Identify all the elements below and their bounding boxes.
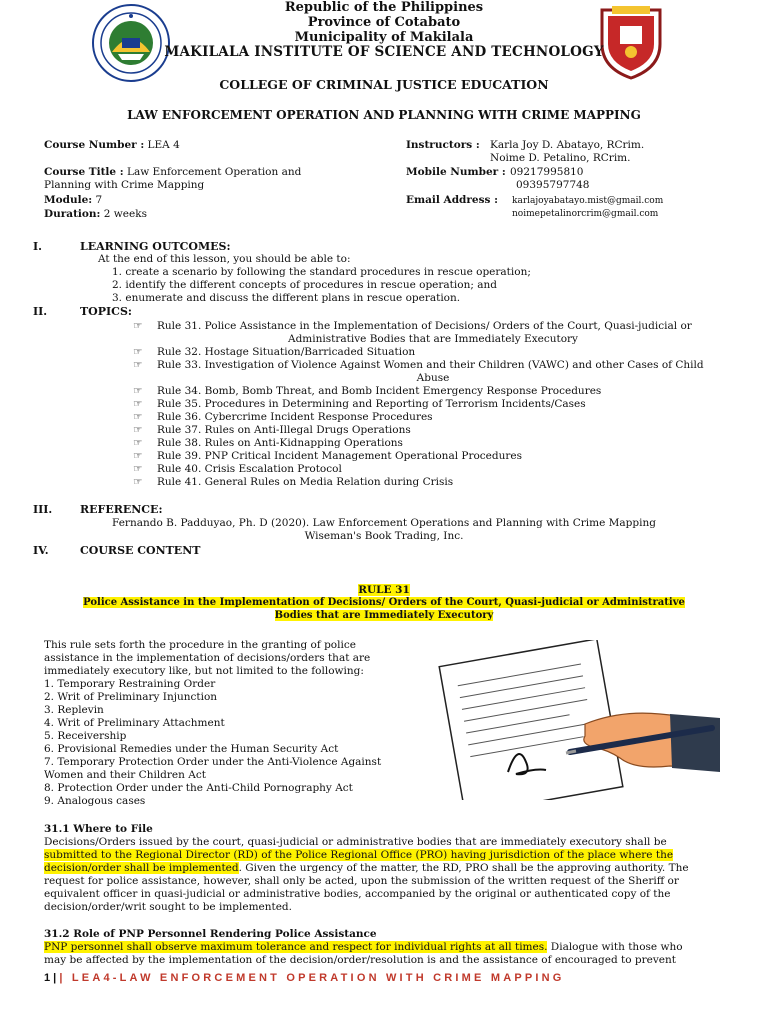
list-item: 1. Temporary Restraining Order [44,678,216,690]
footer-text: | LEA4-LAW ENFORCEMENT OPERATION WITH CRIME MAPPING [59,972,565,984]
pointing-hand-icon: ☞ [133,437,143,449]
mobile-label: Mobile Number : [406,166,506,178]
topic-item: ☞ Rule 36. Cybercrime Incident Response Procedures [133,411,433,423]
topic-item-cont: Administrative Bodies that are Immediately Executory [288,333,578,345]
email-1[interactable]: karlajoyabatayo.mist@gmail.com [512,196,664,206]
list-item: 8. Protection Order under the Anti-Child Pornography Act [44,782,353,794]
rule-intro-1: This rule sets forth the procedure in the granting of police [44,639,356,651]
course-number-value: LEA 4 [147,139,180,151]
module-label: Module: [44,194,93,206]
content-num: IV. [33,544,49,557]
pointing-hand-icon: ☞ [133,320,143,332]
list-item: 3. Replevin [44,704,104,716]
list-item: Women and their Children Act [44,769,206,781]
pointing-hand-icon: ☞ [133,385,143,397]
header-municipality: Municipality of Makilala [294,30,474,45]
pointing-hand-icon: ☞ [133,424,143,436]
content-title: COURSE CONTENT [80,544,201,557]
instructor-1: Karla Joy D. Abatayo, RCrim. [490,139,645,151]
course-number-label: Course Number : [44,139,145,151]
list-item: 9. Analogous cases [44,795,146,807]
header-province: Province of Cotabato [307,15,461,30]
section-31-1-line-highlight: submitted to the Regional Director (RD) of the Police Regional Office (PRO) having jurisdiction of the place where the [44,849,674,861]
pointing-hand-icon: ☞ [133,411,143,423]
rule-subtitle-2: Bodies that are Immediately Executory [274,610,494,621]
hand-writing-illustration [420,640,720,800]
topic-item: ☞ Rule 39. PNP Critical Incident Management Operational Procedures [133,450,523,462]
topic-item: ☞ Rule 38. Rules on Anti-Kidnapping Operations [133,437,403,449]
topic-item: ☞ Rule 32. Hostage Situation/Barricaded Situation [133,346,416,358]
header-republic: Republic of the Philippines [284,0,484,15]
page-footer [44,972,565,984]
outcomes-title: LEARNING OUTCOMES: [80,240,231,253]
list-item: 5. Receivership [44,730,127,742]
topic-item: ☞ Rule 33. Investigation of Violence Against Women and their Children (VAWC) and other Cases of Child [133,359,704,371]
topic-item: ☞ Rule 34. Bomb, Bomb Threat, and Bomb Incident Emergency Response Procedures [133,385,602,397]
topic-item: ☞ Rule 41. General Rules on Media Relation during Crisis [133,476,454,488]
section-31-1-line: request for police assistance, however, shall only be acted, upon the submission of the written request of the Sheriff or [44,875,679,887]
topic-item: ☞ Rule 35. Procedures in Determining and Reporting of Terrorism Incidents/Cases [133,398,586,410]
topics-title: TOPICS: [80,305,132,318]
outcome-item-2: 2. identify the different concepts of procedures in rescue operation; and [112,279,497,291]
list-item: 6. Provisional Remedies under the Human Security Act [44,743,339,755]
section-31-1-line: decision/order shall be implemented. Given the urgency of the matter, the RD, PRO shall be the approving authority. The [44,862,689,874]
module-row [44,194,102,207]
section-31-1-line: decision/order/writ sought to be implemented. [44,901,292,913]
pointing-hand-icon: ☞ [133,450,143,462]
pointing-hand-icon: ☞ [133,463,143,475]
email-2[interactable]: noimepetalinorcrim@gmail.com [512,209,659,219]
instructor-2: Noime D. Petalino, RCrim. [490,152,631,164]
outcome-item-3: 3. enumerate and discuss the different plans in rescue operation. [112,292,461,304]
course-title-value-1: Law Enforcement Operation and [126,166,302,178]
reference-line-1: Fernando B. Padduyao, Ph. D (2020). Law Enforcement Operations and Planning with Crime Mapping [112,517,656,529]
pointing-hand-icon: ☞ [133,398,143,410]
footer-separator: | [50,972,60,984]
pointing-hand-icon: ☞ [133,346,143,358]
duration-label: Duration: [44,208,101,220]
section-31-1-line: Decisions/Orders issued by the court, quasi-judicial or administrative bodies that are immediately executory shall be [44,836,667,848]
topics-num: II. [33,305,48,318]
section-31-1-line: equivalent officer in quasi-judicial or administrative bodies, accompanied by the original or authenticated copy of the [44,888,671,900]
rule-subtitle-1: Police Assistance in the Implementation of Decisions/ Orders of the Court, Quasi-judicial or Administrative [83,597,685,608]
rule-title: RULE 31 [358,584,410,596]
mobile-2: 09395797748 [516,179,590,191]
list-item: 2. Writ of Preliminary Injunction [44,691,218,703]
outcomes-intro: At the end of this lesson, you should be able to: [98,253,351,265]
course-number-row [44,139,180,152]
duration-value: 2 weeks [103,208,147,220]
reference-line-2: Wiseman's Book Trading, Inc. [304,530,464,542]
outcomes-num: I. [33,240,42,253]
instructors-label: Instructors : [406,139,480,151]
topic-item-cont: Abuse [416,372,450,384]
list-item: 4. Writ of Preliminary Attachment [44,717,225,729]
reference-num: III. [33,503,53,516]
list-item: 7. Temporary Protection Order under the Anti-Violence Against [44,756,382,768]
college-title: COLLEGE OF CRIMINAL JUSTICE EDUCATION [219,77,549,92]
outcome-item-1: 1. create a scenario by following the standard procedures in rescue operation; [112,266,531,278]
section-31-2-line: PNP personnel shall observe maximum tolerance and respect for individual rights at all times. Dialogue with those who [44,941,683,953]
reference-title: REFERENCE: [80,503,163,516]
course-title-value-2: Planning with Crime Mapping [44,179,205,191]
topic-item: ☞ Rule 37. Rules on Anti-Illegal Drugs Operations [133,424,411,436]
course-heading: LAW ENFORCEMENT OPERATION AND PLANNING WITH CRIME MAPPING [127,108,641,122]
email-label: Email Address : [406,194,498,206]
pointing-hand-icon: ☞ [133,476,143,488]
page-number: 1 [44,972,51,984]
header-institute: MAKILALA INSTITUTE OF SCIENCE AND TECHNOLOGY [164,44,604,60]
course-title-row [44,166,364,192]
topic-item: ☞ Rule 31. Police Assistance in the Implementation of Decisions/ Orders of the Court, Quasi-judicial or [133,320,692,332]
pointing-hand-icon: ☞ [133,359,143,371]
rule-intro-3: immediately executory like, but not limited to the following: [44,665,364,677]
rule-intro-2: assistance in the implementation of decisions/orders that are [44,652,371,664]
duration-row [44,208,147,221]
module-value: 7 [95,194,103,206]
section-31-1-title: 31.1 Where to File [44,823,153,835]
topic-item: ☞ Rule 40. Crisis Escalation Protocol [133,463,342,475]
section-31-2-title: 31.2 Role of PNP Personnel Rendering Police Assistance [44,928,377,940]
section-31-2-line: may be affected by the implementation of the decision/order/resolution is and the assistance of encouraged to prevent [44,954,677,966]
course-title-label: Course Title : [44,166,124,178]
mobile-1: 09217995810 [510,166,584,178]
